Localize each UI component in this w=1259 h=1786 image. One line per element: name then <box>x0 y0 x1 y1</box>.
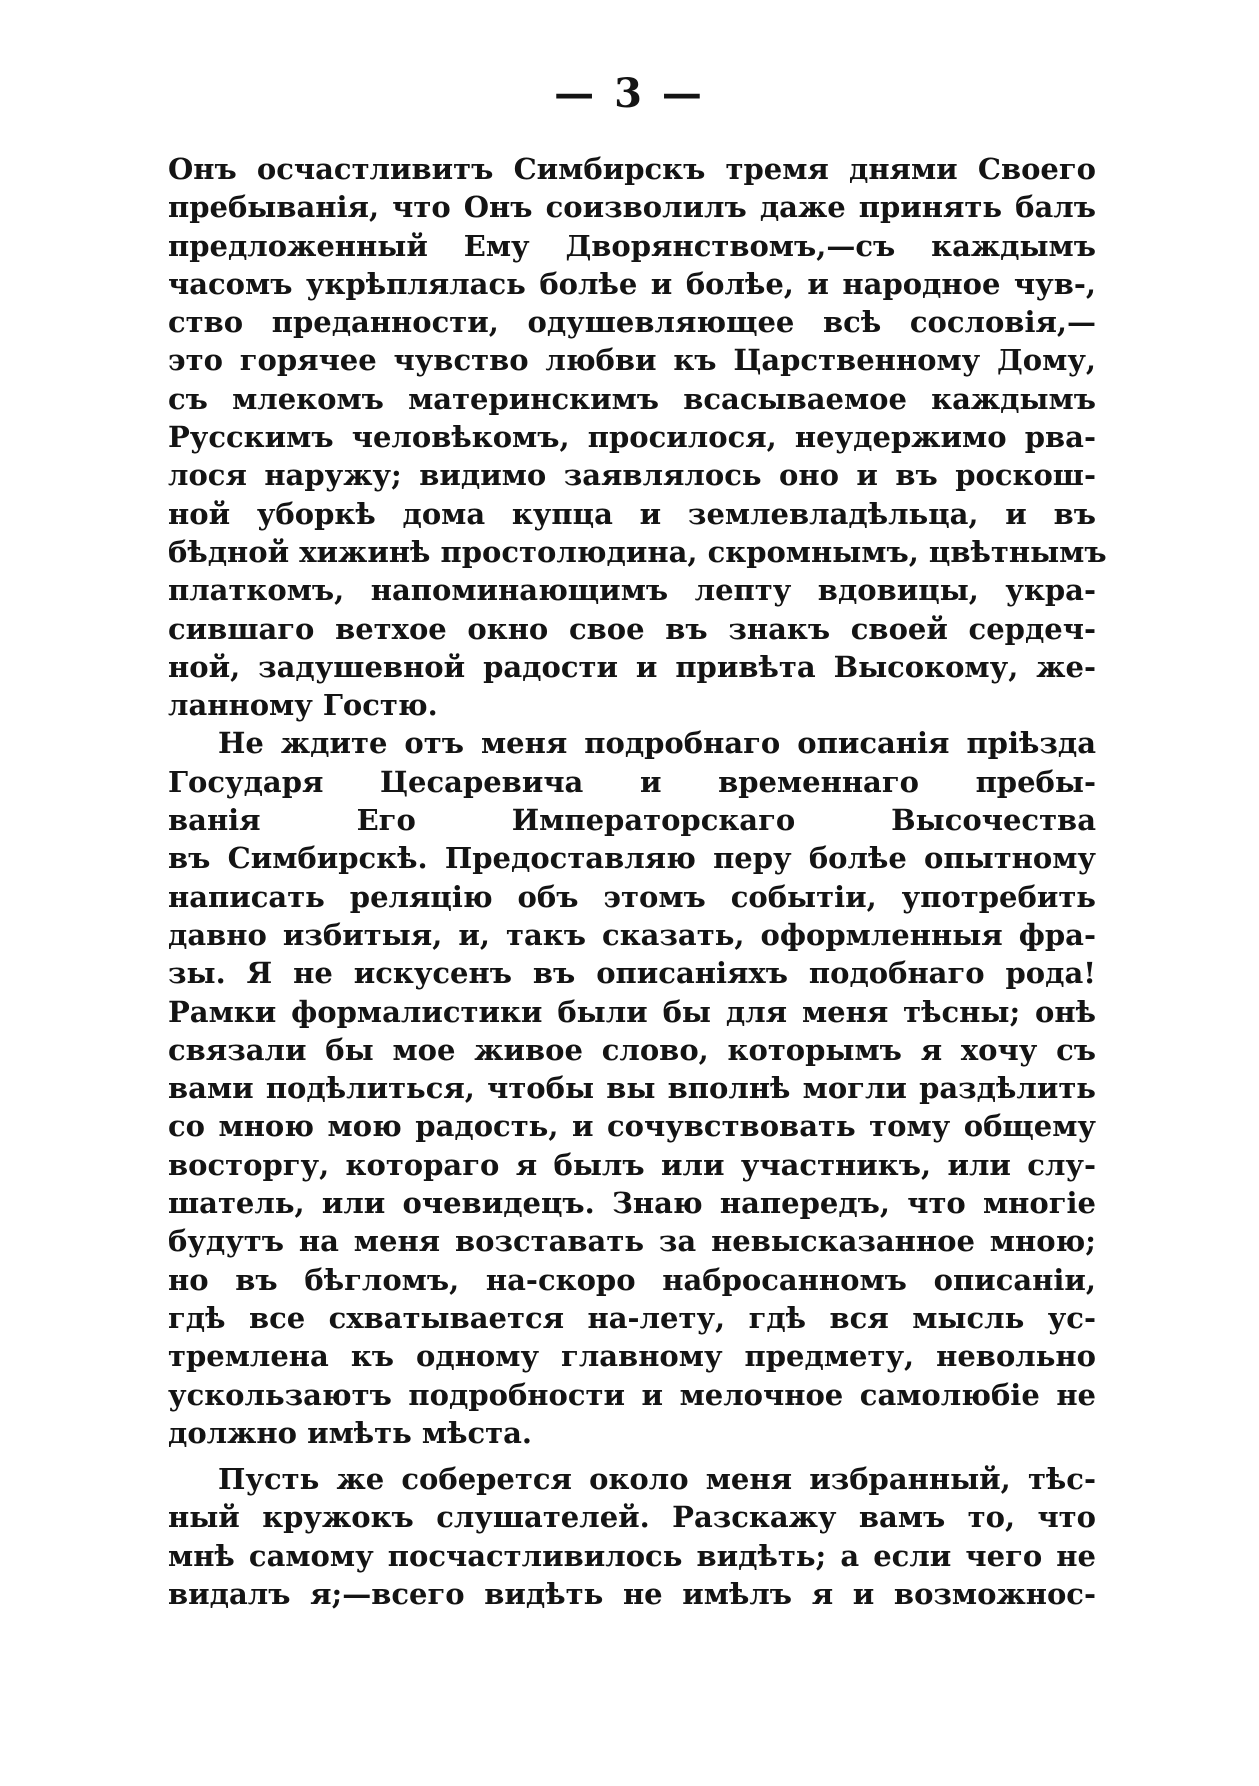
text-line: восторгу, котораго я былъ или участникъ, или слу- <box>168 1147 1096 1182</box>
text-line: ланному Гостю. <box>168 688 438 723</box>
text-line: Государя Цесаревича и временнаго пребы- <box>168 764 1096 799</box>
paragraph-2 <box>168 724 1096 1452</box>
text-line: ство преданности, одушевляющее всѣ сословія,— <box>168 305 1096 340</box>
text-line: часомъ укрѣплялась болѣе и болѣе, и народное чув-, <box>168 266 1096 301</box>
text-line: зы. Я не искусенъ въ описаніяхъ подобнаго рода! <box>168 956 1096 991</box>
text-line: написать реляцію объ этомъ событіи, употребить <box>168 879 1096 914</box>
text-line: видалъ я;—всего видѣть не имѣлъ я и возможнос- <box>168 1576 1096 1611</box>
paragraph-3 <box>168 1460 1096 1613</box>
text-line: гдѣ все схватывается на-лету, гдѣ вся мысль ус- <box>168 1300 1096 1335</box>
text-line: Рамки формалистики были бы для меня тѣсны; онѣ <box>168 994 1096 1029</box>
text-line: лося наружу; видимо заявлялось оно и въ роскош- <box>168 458 1096 493</box>
text-line: въ Симбирскѣ. Предоставляю перу болѣе опытному <box>168 841 1096 876</box>
text-line: съ млекомъ материнскимъ всасываемое каждымъ <box>168 381 1096 416</box>
text-line: тремлена къ одному главному предмету, невольно <box>168 1339 1096 1374</box>
text-line: ный кружокъ слушателей. Разскажу вамъ то, что <box>168 1500 1096 1535</box>
text-line: вами подѣлиться, чтобы вы вполнѣ могли раздѣлить <box>168 1071 1096 1106</box>
text-line: это горячее чувство любви къ Царственному Дому, <box>168 343 1096 378</box>
text-line: ной, задушевной радости и привѣта Высокому, же- <box>168 649 1096 684</box>
text-line: мнѣ самому посчастливилось видѣть; а если чего не <box>168 1538 1096 1573</box>
text-line: ускользаютъ подробности и мелочное самолюбіе не <box>168 1377 1096 1412</box>
text-line: связали бы мое живое слово, которымъ я хочу съ <box>168 1032 1096 1067</box>
text-line: сившаго ветхое окно свое въ знакъ своей сердеч- <box>168 611 1096 646</box>
text-line: пребыванія, что Онъ соизволилъ даже принять балъ <box>168 190 1096 225</box>
text-line: платкомъ, напоминающимъ лепту вдовицы, укра- <box>168 573 1096 608</box>
text-line: будутъ на меня возставать за невысказанное мною; <box>168 1224 1096 1259</box>
text-body <box>168 150 1107 1613</box>
text-line: бѣдной хижинѣ простолюдина, скромнымъ, цвѣтнымъ <box>168 534 1107 569</box>
text-line: должно имѣть мѣста. <box>168 1415 533 1450</box>
text-line: Не ждите отъ меня подробнаго описанія пріѣзда <box>218 726 1096 761</box>
text-line: ной уборкѣ дома купца и землевладѣльца, и въ <box>168 496 1096 531</box>
text-line: но въ бѣгломъ, на-скоро набросанномъ описаніи, <box>168 1262 1096 1297</box>
text-line: предложенный Ему Дворянствомъ,—съ каждымъ <box>168 228 1096 263</box>
text-line: Пусть же соберется около меня избранный, тѣс- <box>218 1462 1096 1497</box>
text-line: ванія Его Императорскаго Высочества <box>168 803 1096 838</box>
text-line: давно избитыя, и, такъ сказать, оформленныя фра- <box>168 917 1096 952</box>
text-line: Онъ осчастливитъ Симбирскъ тремя днями Своего <box>168 152 1096 186</box>
paragraph-gap <box>168 1452 1096 1460</box>
paragraph-1 <box>168 150 1107 724</box>
text-line: шатель, или очевидецъ. Знаю напередъ, что многіе <box>168 1186 1096 1221</box>
text-line: Русскимъ человѣкомъ, просилося, неудержимо рва- <box>168 420 1096 455</box>
page-number: — 3 — <box>554 70 705 117</box>
text-line: со мною мою радость, и сочувствовать тому общему <box>168 1109 1096 1144</box>
